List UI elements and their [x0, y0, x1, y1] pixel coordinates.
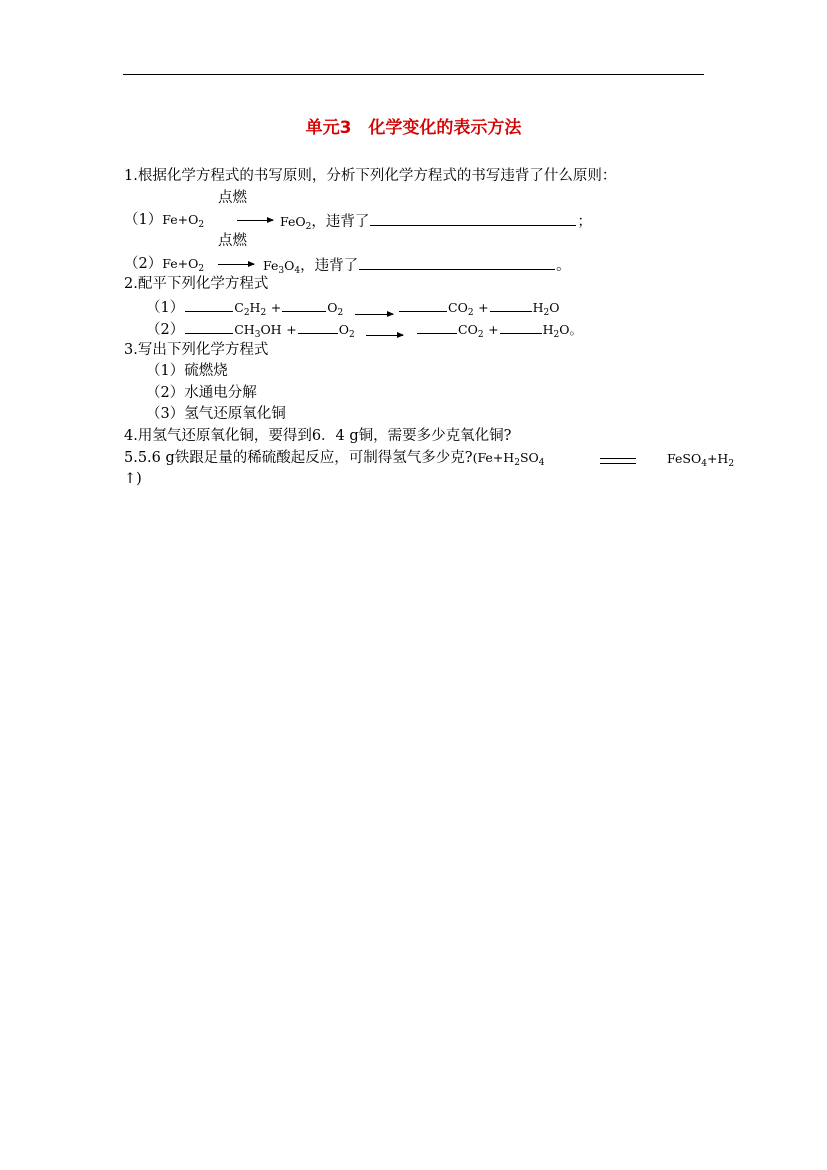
q5-stem-text: 5.5.6 g铁跟足量的稀硫酸起反应，可制得氢气多少克? [124, 450, 473, 466]
q1-eq1-rhs [280, 211, 592, 231]
q1-eq2-end: 。 [556, 258, 571, 274]
q1-eq2 [124, 255, 204, 273]
q2-eq2-plus2: + [488, 322, 499, 337]
q2-eq1-plus: + [270, 300, 282, 315]
q1-eq2-arrow [218, 264, 254, 265]
q4-stem: 4.用氢气还原氧化铜，要得到6．4 g铜，需要多少克氧化铜? [124, 428, 512, 444]
q2-eq2-reactant-a: $CH_3OH$ [234, 322, 282, 340]
q1-eq1 [124, 211, 204, 229]
q5-equation-rhs: $FeSO_4+H_2$ [667, 451, 735, 469]
q2-eq2-arrow [366, 335, 403, 336]
q2-eq1-arrow [355, 314, 393, 315]
q1-eq1-answer-blank[interactable] [370, 211, 576, 226]
q2-eq1-coef-d[interactable] [490, 297, 532, 312]
q2-eq2-reactant-b: $O_2$ [338, 322, 355, 340]
q1-eq1-num: （1） [124, 212, 163, 228]
q5-stem [124, 449, 544, 467]
q1-eq2-tail: ，违背了 [300, 258, 359, 274]
q2-eq2-coef-a[interactable] [185, 319, 233, 334]
q2-eq2-plus: + [286, 322, 297, 337]
q2-eq1-reactant-a: $C_2H_2$ [234, 300, 267, 318]
q1-eq2-rhs [263, 255, 571, 275]
q2-eq1-products [398, 297, 560, 317]
page-title: 单元3 化学变化的表示方法 [305, 118, 522, 138]
q2-eq2-coef-d[interactable] [500, 319, 542, 334]
q1-eq1-condition: 点燃 [218, 190, 247, 206]
q1-eq2-answer-blank[interactable] [359, 255, 555, 270]
q5-equals-sign [600, 458, 636, 464]
q2-eq1-product-c: $CO_2$ [448, 300, 474, 318]
q1-eq2-num: （2） [124, 256, 163, 272]
q2-eq1 [146, 297, 343, 317]
q3-item-2: （2）水通电分解 [146, 385, 257, 401]
q1-eq2-condition: 点燃 [218, 233, 247, 249]
q1-eq2-lhs: $Fe+O_2$ [162, 256, 205, 274]
q1-eq1-end: ； [577, 214, 592, 230]
q2-eq1-plus2: + [478, 300, 489, 315]
q1-eq1-lhs: $Fe+O_2$ [162, 212, 205, 230]
q2-eq2-num: （2） [146, 322, 185, 338]
q2-eq2-coef-c[interactable] [417, 319, 457, 334]
q2-eq2-product-d: $H_2O$。 [542, 322, 583, 340]
q1-eq1-tail: ，违背了 [311, 214, 370, 230]
q1-eq1-product: FeO$_2$ [280, 214, 312, 232]
q2-eq1-product-d: $H_2O$ [532, 300, 560, 318]
q5-equation-lhs: ($Fe+H_2SO_4$ [472, 450, 545, 468]
q2-stem: 2.配平下列化学方程式 [124, 276, 269, 292]
q1-stem: 1.根据化学方程式的书写原则，分析下列化学方程式的书写违背了什么原则： [124, 168, 617, 184]
q2-eq1-num: （1） [146, 300, 185, 316]
q2-eq2 [146, 319, 355, 339]
q2-eq1-coef-c[interactable] [399, 297, 447, 312]
q2-eq2-products [416, 319, 582, 339]
q1-eq1-arrow [237, 220, 273, 221]
q2-eq1-coef-a[interactable] [185, 297, 233, 312]
q2-eq1-coef-b[interactable] [282, 297, 326, 312]
q1-eq2-product: $Fe_3O_4$ [263, 258, 301, 276]
q2-eq2-product-c: $CO_2$ [458, 322, 484, 340]
q2-eq1-reactant-b: $O_2$ [327, 300, 344, 318]
q2-eq2-coef-b[interactable] [298, 319, 338, 334]
header-rule [123, 74, 704, 75]
q3-item-3: （3）氢气还原氧化铜 [146, 406, 286, 422]
q5-equation-wrap: ↑) [124, 471, 142, 487]
q3-item-1: （1）硫燃烧 [146, 363, 228, 379]
q3-stem: 3.写出下列化学方程式 [124, 342, 269, 358]
